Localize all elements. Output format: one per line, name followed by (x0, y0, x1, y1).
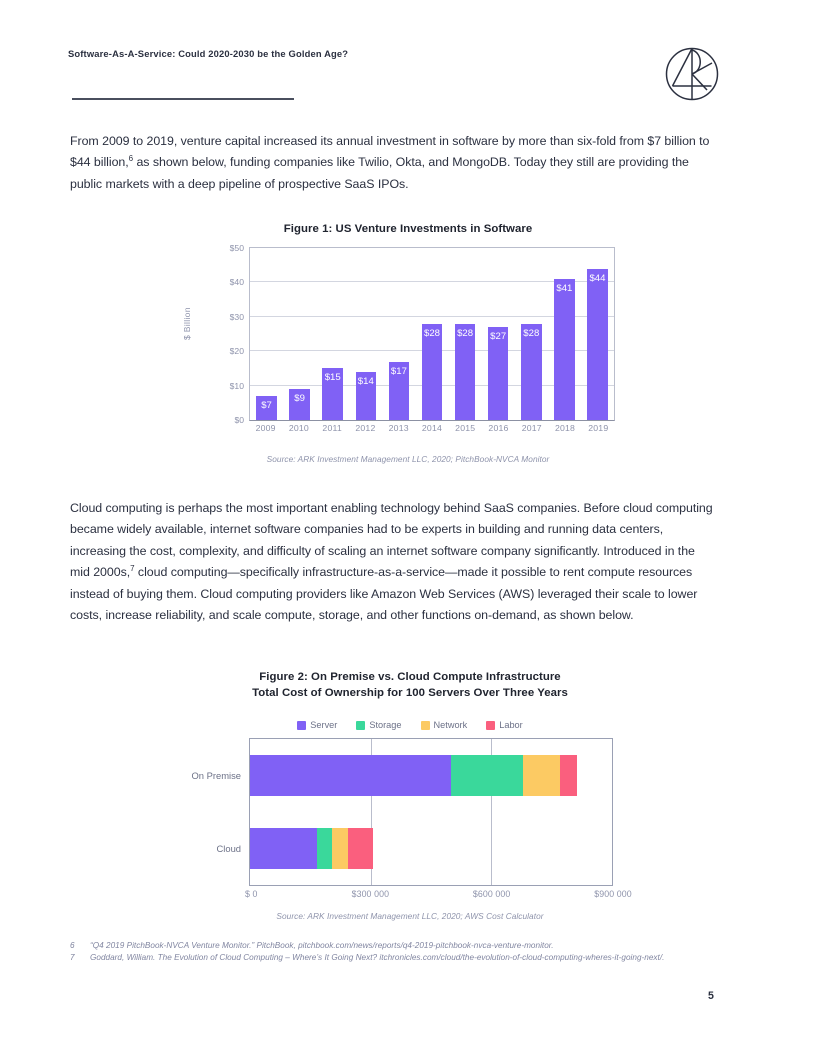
figure-1-bar-cell (548, 248, 581, 420)
figure-1-bar-cell (250, 248, 283, 420)
figure-1-x-tick-label: 2012 (355, 423, 376, 433)
figure-1-bar-value-label: $15 (324, 372, 341, 384)
figure-1-x-axis-ticks (249, 423, 615, 433)
document-header (68, 48, 748, 108)
figure-1-bar-value-label: $17 (390, 365, 407, 377)
figure-1-bar-value-label: $28 (457, 327, 474, 339)
figure-1-bar-cell (581, 248, 614, 420)
figure-1-y-tick-label: $50 (229, 243, 244, 253)
figure-2-bar-segment-network (332, 828, 348, 869)
figure-1-x-tick-label: 2010 (288, 423, 309, 433)
figure-1-bar-cell (515, 248, 548, 420)
figure-1-bar (587, 269, 608, 420)
header-divider (72, 98, 294, 100)
figure-1-bar (356, 372, 377, 420)
figure-1-bar (488, 327, 509, 420)
figure-1-bar (554, 279, 575, 420)
figure-1-x-tick-label: 2011 (322, 423, 342, 433)
figure-2-legend-label: Network (433, 720, 468, 730)
figure-2-bar-segment-storage (451, 755, 522, 796)
ark-circle-monogram-logo-icon (663, 45, 721, 103)
figure-1-bar-group (250, 248, 614, 420)
figure-2-bar-segment-server (250, 828, 317, 869)
figure-2-x-tick-label: $900 000 (594, 889, 632, 899)
figure-1-source-note: Source: ARK Investment Management LLC, 2020; PitchBook-NVCA Monitor (266, 454, 550, 464)
figure-1-bar-cell (415, 248, 448, 420)
figure-1-bar (422, 324, 443, 420)
figure-2-legend-swatch (421, 721, 430, 730)
figure-2-stacked-bar (250, 755, 577, 796)
figure-2-bar-segment-server (250, 755, 451, 796)
paragraph-2-text-a: Cloud computing is perhaps the most important enabling technology behind SaaS companies. Before cloud computing became widely available, internet software companies had to be experts in building and running data centers, increasing the cost, complexity, and difficulty of scaling an internet software company significantly. Introduced in the mid 2000s, (70, 501, 713, 580)
figure-2-bar-segment-storage (317, 828, 332, 869)
figure-1-bar-value-label: $9 (294, 393, 305, 405)
figure-1-bar-value-label: $14 (357, 375, 374, 387)
figure-1-bar-cell (349, 248, 382, 420)
figure-2-category-label: On Premise (191, 770, 241, 781)
figure-1-x-tick-label: 2018 (554, 423, 576, 433)
figure-2-legend-item (356, 720, 401, 730)
footnotes-block (70, 940, 725, 965)
figure-1-bar (289, 389, 310, 420)
figure-1-y-tick-label: $30 (229, 311, 244, 322)
figure-1-x-tick-label: 2009 (255, 423, 276, 433)
figure-1-bar-value-label: $7 (261, 399, 272, 411)
figure-2-legend-swatch (356, 721, 365, 730)
figure-2-bar-rows (191, 739, 612, 885)
header-title: Software-As-A-Service: Could 2020-2030 be the Golden Age? (68, 48, 349, 59)
figure-1-plot-area (229, 243, 615, 425)
figure-2-chart (150, 670, 670, 920)
footnote-text: “Q4 2019 PitchBook-NVCA Venture Monitor.” PitchBook, pitchbook.com/news/reports/q4-2019-pitchbook-nvca-venture-monitor. (90, 941, 554, 950)
footnote-marker-7: 7 (130, 564, 135, 574)
figure-2-category-label: Cloud (216, 843, 241, 854)
figure-1-y-tick-label: $20 (229, 346, 244, 357)
figure-1-bar-cell (449, 248, 482, 420)
paragraph-cloud-computing (70, 498, 718, 626)
figure-2-bar-segment-labor (348, 828, 373, 869)
figure-1-x-tick-label: 2016 (488, 423, 509, 433)
footnote-number: 7 (70, 953, 75, 963)
figure-2-x-tick-label: $300 000 (351, 889, 390, 899)
figure-1-bar-cell (283, 248, 316, 420)
figure-2-title (190, 670, 630, 701)
figure-1-x-tick-label: 2019 (588, 423, 609, 433)
figure-1-bar (389, 362, 410, 420)
figure-2-legend-label: Labor (499, 720, 523, 730)
figure-2-legend-label: Storage (369, 720, 402, 730)
figure-1-bar (455, 324, 476, 420)
figure-1-bar-value-label: $28 (523, 327, 540, 339)
figure-2-bar-row (191, 739, 612, 812)
figure-1-x-tick-label: 2013 (388, 423, 409, 433)
figure-2-bar-row (216, 812, 612, 885)
figure-1-y-tick-label: $0 (234, 415, 244, 425)
figure-2-legend-swatch (486, 721, 495, 730)
figure-2-x-tick-label: $600 000 (472, 889, 511, 899)
footnote-entry (70, 952, 725, 964)
figure-2-bar-segment-labor (560, 755, 577, 796)
figure-1-x-tick-label: 2017 (521, 423, 542, 433)
figure-1-bar-cell (482, 248, 515, 420)
figure-1-bar-value-label: $28 (423, 327, 441, 339)
page-number: 5 (708, 990, 714, 1002)
figure-2-legend (190, 720, 630, 730)
footnote-entry (70, 940, 725, 952)
figure-1-y-tick-label: $40 (229, 277, 244, 288)
footnote-text: Goddard, William. The Evolution of Cloud Computing – Where’s It Going Next? itchronicles.com/cloud/the-evolution-of-cloud-computing-wheres-it-going-next/. (90, 953, 665, 963)
figure-1-y-axis-label: $ Billion (182, 307, 192, 340)
figure-2-title-line-1: Figure 2: On Premise vs. Cloud Compute Infrastructure (259, 671, 561, 683)
paragraph-venture-capital (70, 131, 718, 195)
figure-1-x-tick-label: 2015 (455, 423, 476, 433)
figure-2-legend-item (421, 720, 468, 730)
figure-1-title: Figure 1: US Venture Investments in Software (283, 223, 533, 235)
paragraph-1-text-b: as shown below, funding companies like Twilio, Okta, and MongoDB. Today they still are providing the public markets with a deep pipeline of prospective SaaS IPOs. (70, 155, 689, 191)
figure-1-bar-value-label: $41 (556, 282, 573, 294)
figure-1-bar (521, 324, 542, 420)
figure-2-title-line-2: Total Cost of Ownership for 100 Servers Over Three Years (252, 686, 568, 699)
figure-2-legend-item (297, 720, 337, 730)
figure-1-chart (182, 222, 628, 472)
figure-1-bar (256, 396, 277, 420)
figure-1-bar-value-label: $27 (490, 331, 507, 343)
figure-1-bar-cell (382, 248, 415, 420)
figure-2-stacked-bar (250, 828, 373, 869)
figure-2-source-note: Source: ARK Investment Management LLC, 2020; AWS Cost Calculator (276, 911, 544, 921)
figure-1-x-tick-label: 2014 (421, 423, 443, 433)
figure-2-bar-segment-network (523, 755, 560, 796)
figure-2-legend-item (486, 720, 523, 730)
figure-2-x-tick-label: $ 0 (245, 889, 258, 899)
paragraph-1-text-a: From 2009 to 2019, venture capital increased its annual investment in software by more than six-fold from $7 billion to $44 billion, (70, 134, 710, 170)
figure-2-legend-swatch (297, 721, 306, 730)
figure-1-bar-value-label: $44 (589, 272, 606, 284)
footnote-number: 6 (70, 941, 75, 950)
paragraph-2-text-b: cloud computing—specifically infrastructure-as-a-service—made it possible to rent compute resources instead of buying them. Cloud computing providers like Amazon Web Services (AWS) leveraged their scale to lower costs, increase reliability, and scale compute, storage, and other functions on-demand, as shown below. (70, 565, 698, 623)
figure-2-plot-area (191, 738, 613, 886)
figure-1-bar-cell (316, 248, 349, 420)
figure-2-legend-label: Server (310, 720, 338, 730)
figure-1-y-tick-label: $10 (229, 380, 244, 391)
figure-1-bar (322, 368, 343, 420)
footnote-marker-6: 6 (128, 154, 134, 164)
